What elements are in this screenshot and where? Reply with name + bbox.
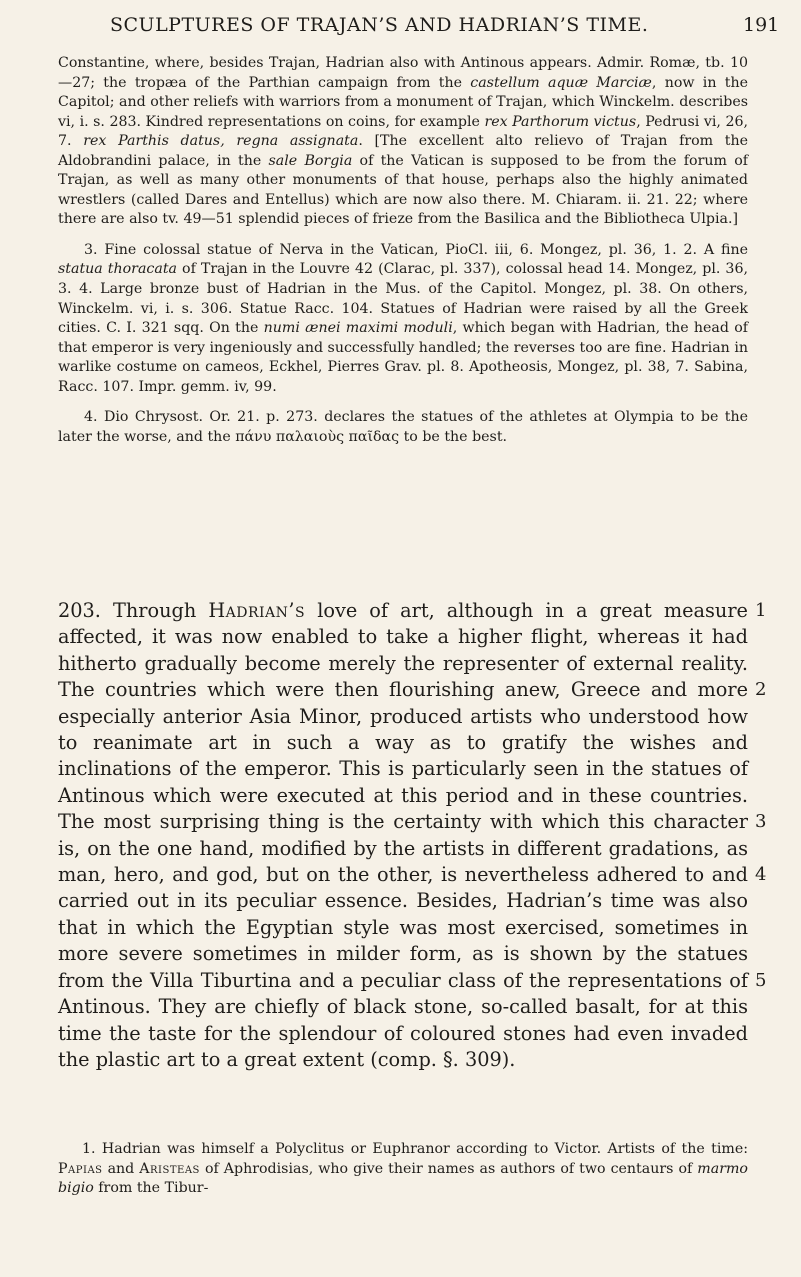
margin-number-2: 2 [755, 679, 767, 700]
margin-number-4: 4 [755, 864, 767, 885]
note-3-italic-phrase: numi ænei maximi moduli [263, 320, 453, 337]
footnote-section [58, 1140, 748, 1199]
footnote-papias: Papias [58, 1160, 103, 1177]
main-text [58, 598, 748, 1073]
running-title: SCULPTURES OF TRAJAN’S AND HADRIAN’S TIME. [110, 14, 649, 36]
note-continuation-italic-phrase: rex Parthorum victus [484, 113, 637, 130]
footnote-text-a: 1. Hadrian was himself a Polyclitus or Euphranor according to Victor. Artists of the time: [82, 1141, 748, 1157]
note-4: 4. Dio Chrysost. Or. 21. p. 273. declares the statues of the athletes at Olympia to be the later the worse, and the πάνυ παλαιοὺς παῖδας to be the best. [58, 409, 748, 445]
margin-number-3: 3 [755, 811, 767, 832]
footnote-marmo-bigio: marmo bigio [58, 1160, 748, 1197]
footnote-aristeas: Aristeas [139, 1160, 200, 1177]
through-word: Through [112, 599, 197, 622]
section-number: 203. [58, 599, 101, 622]
margin-number-1: 1 [755, 600, 767, 621]
hadrian-name: Hadrian’s [208, 599, 306, 622]
note-continuation-italic-phrase: sale Borgia [268, 152, 353, 169]
note-continuation: Constantine, where, besides Trajan, Hadrian also with Antinous appears. Admir. Romæ, tb. 10—27; the tropæa of the Parthian campaign from the castellum aquæ Marciæ, now in the Capitol; and other reliefs with warriors from a monument of Trajan, which Winckelm. describes vi, i. s. 283. Kindred representations on coins, for example rex Parthorum victus, Pedrusi vi, 26, 7. rex Parthis datus, regna assignata. [The excellent alto relievo of Trajan from the Aldobrandini palace, in the sale Borgia of the Vatican is supposed to be from the forum of Trajan, as well as many other monuments of that house, perhaps also the highly animated wrestlers (called Dares and Entellus) which are now also there. M. Chiaram. ii. 21. 22; where there are also tv. 49—51 splendid pieces of frieze from the Basilica and the Bibliotheca Ulpia.] [58, 55, 749, 228]
margin-number-5: 5 [755, 970, 767, 991]
footnote-text-c: from the Tibur- [98, 1180, 209, 1197]
paragraph-body: love of art, although in a great measure affected, it was now enabled to take a higher flight, whereas it had hitherto gradually become merely the representer of external reality. The countries which were then flourishing anew, Greece and more especially anterior Asia Minor, produced artists who understood how to reanimate art in such a way as to gratify the wishes and inclinations of the emperor. This is particularly seen in the statues of Antinous which were executed at this period and in these countries. The most surprising thing is the certainty with which this character is, on the one hand, modified by the artists in different gradations, as man, hero, and god, but on the other, is nevertheless adhered to and carried out in its peculiar essence. Besides, Hadrian’s time was also that in which the Egyptian style was most exercised, sometimes in more severe sometimes in milder form, as is shown by the statues from the Villa Tiburtina and a peculiar class of the representations of Antinous. They are chiefly of black stone, so-called basalt, for at this time the taste for the splendour of coloured stones had even invaded the plastic art to a great extent (comp. §. 309). [58, 599, 748, 1071]
note-3-italic-phrase: statua thoracata [58, 261, 177, 278]
footnote-text-b: of Aphrodisias, who give their names as authors of two centaurs of [204, 1160, 693, 1177]
note-continuation-italic-phrase: rex Parthis datus, regna assignata [83, 133, 359, 150]
paragraph-203 [58, 598, 748, 1073]
note-continuation-italic-phrase: castellum aquæ Marciæ [470, 74, 652, 91]
notes-section [58, 54, 748, 447]
note-3: 3. Fine colossal statue of Nerva in the Vatican, PioCl. iii, 6. Mongez, pl. 36, 1. 2. A fine statua thoracata of Trajan in the Louvre 42 (Clarac, pl. 337), colossal head 14. Mongez, pl. 36, 3. 4. Large bronze bust of Hadrian in the Mus. of the Capitol. Mongez, pl. 38. On others, Winckelm. vi, i. s. 306. Statue Racc. 104. Statues of Hadrian were raised by all the Greek cities. C. I. 321 sqq. On the numi ænei maximi moduli, which began with Hadrian, the head of that emperor is very ingeniously and successfully handled; the reverses too are fine. Hadrian in warlike costume on cameos, Eckhel, Pierres Grav. pl. 8. Apotheosis, Mongez, pl. 38, 7. Sabina, Racc. 107. Impr. gemm. iv, 99. [58, 241, 748, 395]
footnote-and: and [107, 1160, 135, 1177]
page-number: 191 [743, 14, 780, 36]
footnote-1 [58, 1140, 748, 1199]
